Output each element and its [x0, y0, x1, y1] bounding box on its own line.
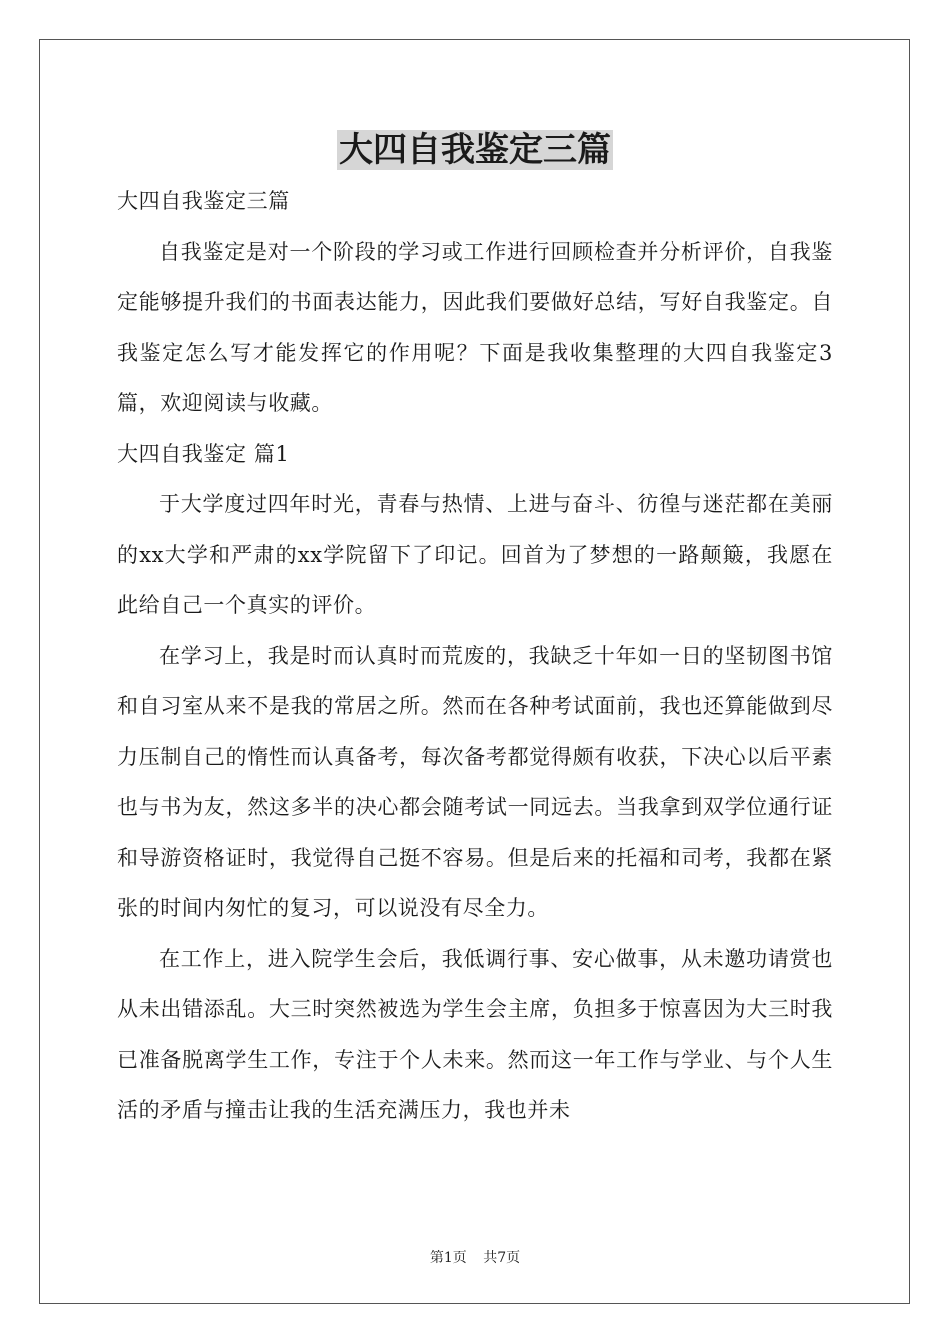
section-heading: 大四自我鉴定 篇1: [117, 441, 290, 466]
intro-paragraph: 自我鉴定是对一个阶段的学习或工作进行回顾检查并分析评价，自我鉴定能够提升我们的书面表达能力，因此我们要做好总结，写好自我鉴定。自我鉴定怎么写才能发挥它的作用呢？下面是我收集整理的大四自我鉴定3篇，欢迎阅读与收藏。: [117, 239, 833, 415]
document-title-text: 大四自我鉴定三篇: [339, 130, 611, 170]
page-footer: [0, 1248, 950, 1268]
document-title: [0, 128, 950, 172]
page-number: 第1页: [429, 1250, 467, 1266]
body-paragraph: 在学习上，我是时而认真时而荒废的，我缺乏十年如一日的坚韧图书馆和自习室从来不是我的常居之所。然而在各种考试面前，我也还算能做到尽力压制自己的惰性而认真备考，每次备考都觉得颇有收获，下决心以后平素也与书为友，然这多半的决心都会随考试一同远去。当我拿到双学位通行证和导游资格证时，我觉得自己挺不容易。但是后来的托福和司考，我都在紧张的时间内匆忙的复习，可以说没有尽全力。: [117, 643, 833, 920]
document-body: [117, 176, 833, 1136]
subtitle-paragraph: 大四自我鉴定三篇: [117, 189, 290, 213]
body-paragraph: 在工作上，进入院学生会后，我低调行事、安心做事，从未邀功请赏也从未出错添乱。大三时突然被选为学生会主席，负担多于惊喜因为大三时我已准备脱离学生工作，专注于个人未来。然而这一年工作与学业、与个人生活的矛盾与撞击让我的生活充满压力，我也并未: [117, 946, 833, 1122]
body-paragraph: 于大学度过四年时光，青春与热情、上进与奋斗、彷徨与迷茫都在美丽的xx大学和严肃的xx学院留下了印记。回首为了梦想的一路颠簸，我愿在此给自己一个真实的评价。: [117, 492, 833, 617]
page-total: 共7页: [483, 1250, 521, 1266]
